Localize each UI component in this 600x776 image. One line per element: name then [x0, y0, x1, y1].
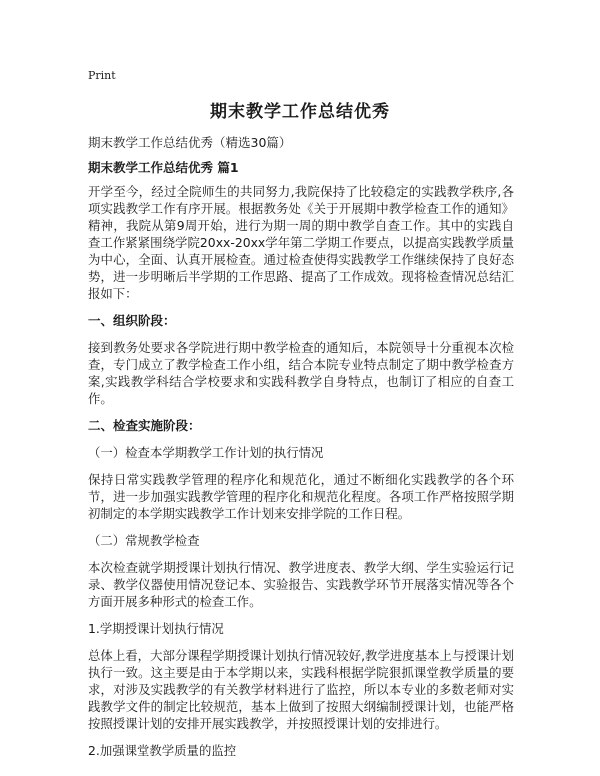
document-subtitle: 期末教学工作总结优秀（精选30篇）: [88, 135, 292, 150]
section-heading-organization: 一、组织阶段：: [88, 313, 176, 328]
print-link[interactable]: Print: [88, 69, 116, 82]
page-title: 期末教学工作总结优秀: [210, 102, 390, 122]
paragraph-schedule: 总体上看，大部分课程学期授课计划执行情况较好,教学进度基本上与授课计划执行一致。这主要是由于本学期以来，实践科根据学院狠抓课堂教学质量的要求，对涉及实践教学的有关教学材料进行了监控，所以本专业的多数老师对实践教学文件的制定比较规范，基本上做到了按照大纲编制授课计划，也能严格按照授课计划的安排开展实践教学，并按照授课计划的安排进行。: [88, 648, 514, 731]
subsection-heading-routine: （二）常规教学检查: [88, 533, 200, 548]
article-heading: 期末教学工作总结优秀 篇1: [88, 160, 239, 175]
paragraph-routine: 本次检查就学期授课计划执行情况、教学进度表、教学大纲、学生实验运行记录、教学仪器使用情况登记本、实验报告、实践教学环节开展落实情况等各个方面开展多种形式的检查工作。: [88, 560, 514, 609]
subsection-heading-quality: 2.加强课堂教学质量的监控: [88, 743, 237, 758]
section-heading-implementation: 二、检查实施阶段：: [88, 418, 201, 433]
subsection-heading-schedule: 1.学期授课计划执行情况: [88, 621, 224, 636]
paragraph-plan: 保持日常实践教学管理的程序化和规范化，通过不断细化实践教学的各个环节，进一步加强实践教学管理的程序化和规范化程度。各项工作严格按照学期初制定的本学期实践教学工作计划来安排学院的工作日程。: [88, 472, 514, 521]
subsection-heading-plan: （一）检查本学期教学工作计划的执行情况: [88, 445, 324, 460]
document-body: [88, 134, 514, 769]
paragraph-organization: 接到教务处要求各学院进行期中教学检查的通知后，本院领导十分重视本次检查，专门成立了教学检查工作小组，结合本院专业特点制定了期中教学检查方案,实践教学科结合学校要求和实践科教学自身特点，也制订了相应的自查工作。: [88, 340, 514, 406]
paragraph-intro: 开学至今，经过全院师生的共同努力,我院保持了比较稳定的实践教学秩序,各项实践教学工作有序开展。根据教务处《关于开展期中教学检查工作的通知》精神，我院从第9周开始，进行为期一周的期中教学自查工作。其中的实践自查工作紧紧围绕学院20xx-20xx学年第二学期工作要点，以提高实践教学质量为中心，全面、认真开展检查。通过检查使得实践教学工作继续保持了良好态势，进一步明晰后半学期的工作思路、提高了工作成效。现将检查情况总结汇报如下：: [88, 184, 514, 301]
